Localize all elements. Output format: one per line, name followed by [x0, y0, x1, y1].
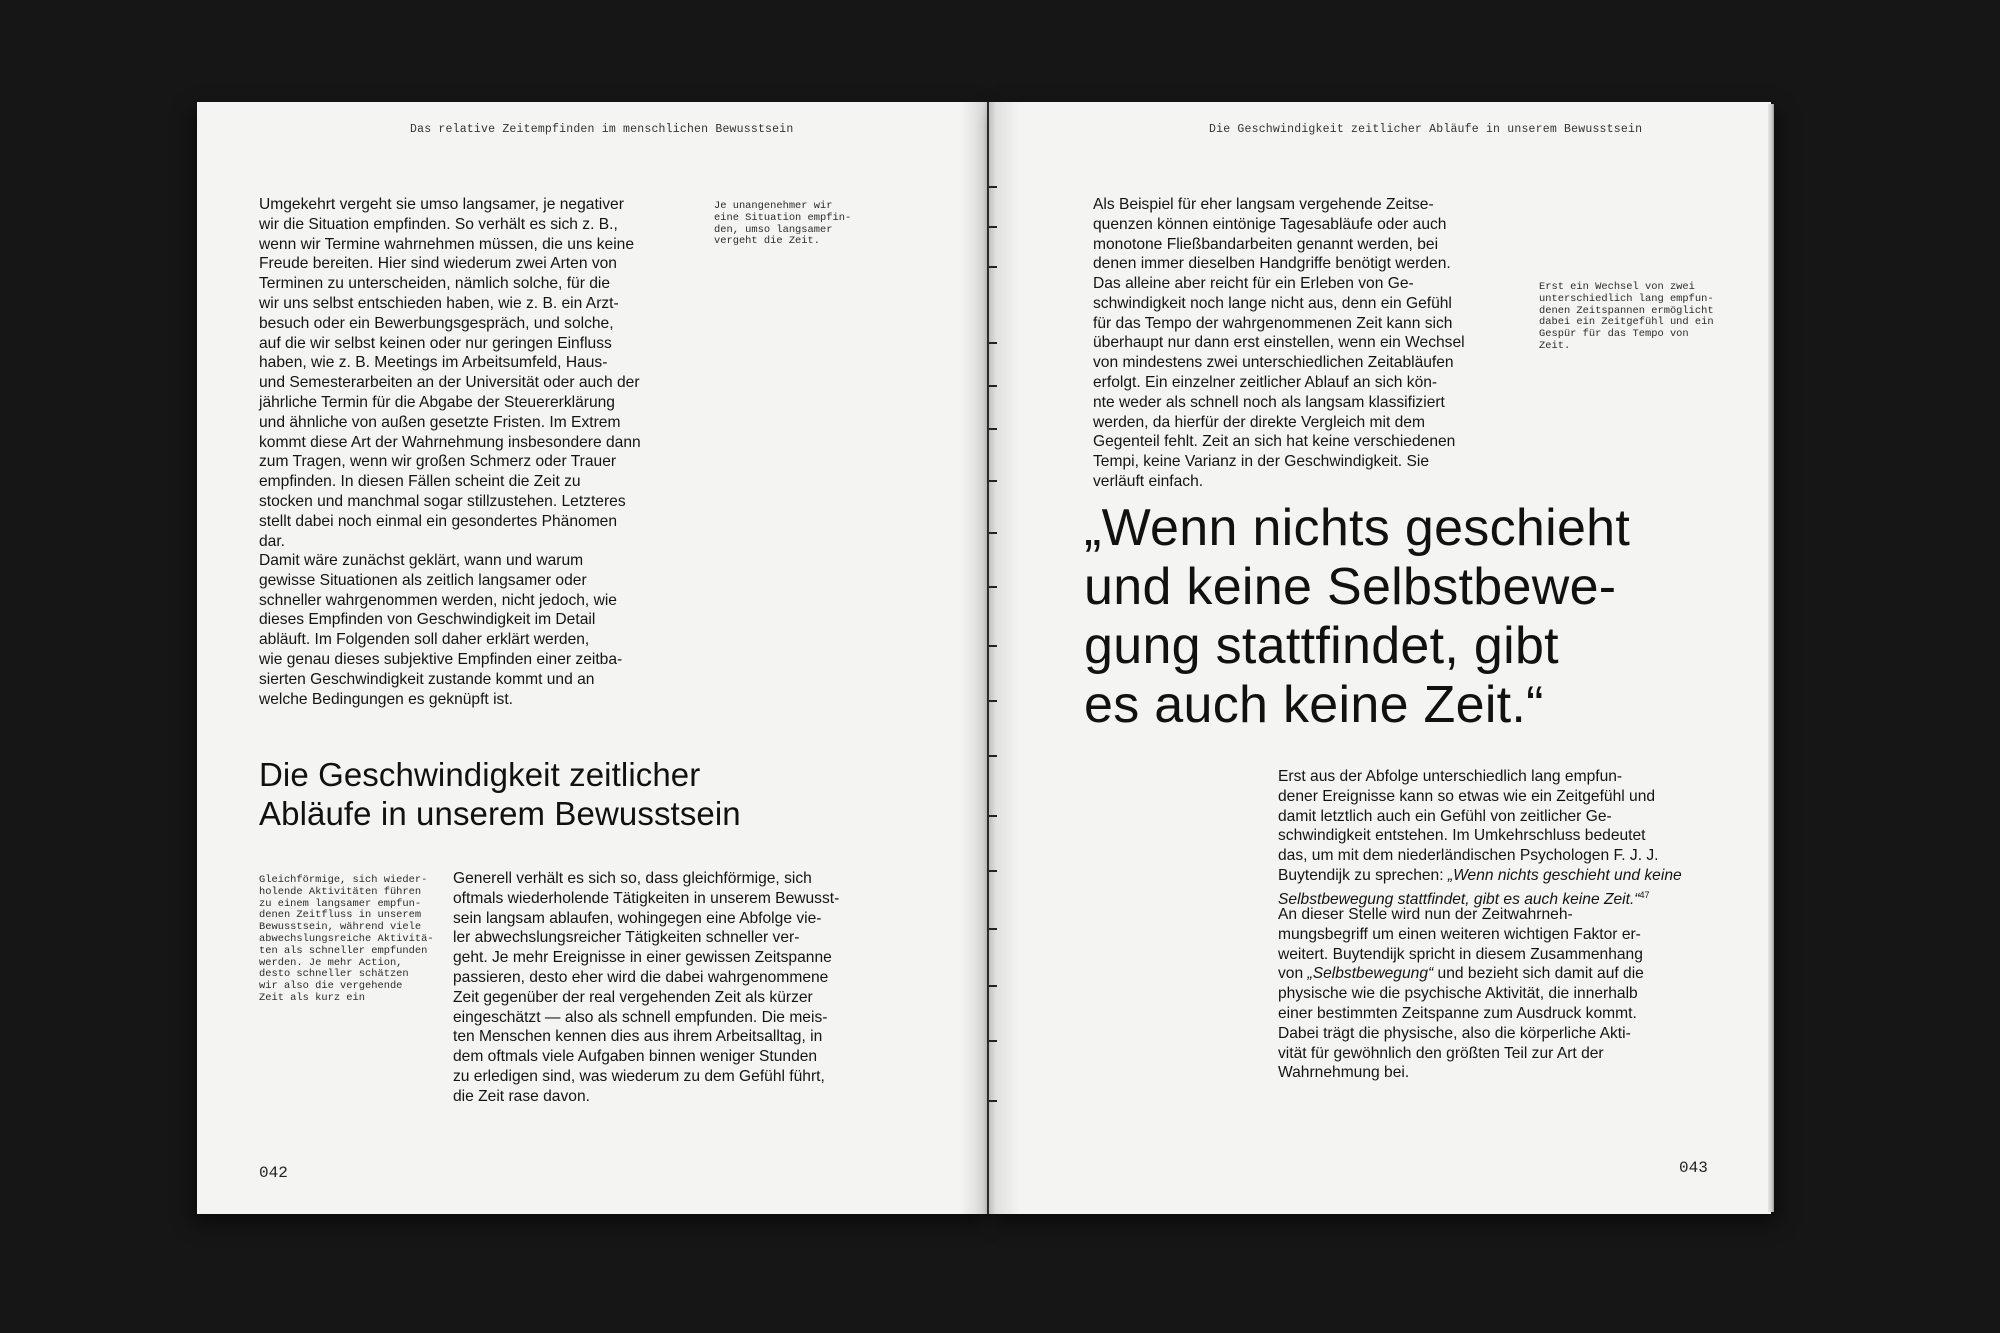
binding-tick: [989, 1040, 997, 1042]
right-body-a-quote: „Wenn nichts geschieht und keine Selbstbewegung stattfindet, gibt es auch keine Zeit.“: [1278, 866, 1682, 908]
left-body-paragraph: Generell verhält es sich so, dass gleichförmige, sich oftmals wiederholende Tätigkeiten in unserem Bewusst- sein langsam ablaufen, wohingegen eine Abfolge vie- ler abwechslungsreicher Tätigkeiten schneller ver- geht. Je mehr Ereignisse in einer gewissen Zeitspanne passieren, desto eher wird die dabei wahrgenommene Zeit gegenüber der real vergehenden Zeit als kürzer eingeschätzt — also als schnell empfunden. Die meis- ten Menschen kennen dies aus ihrem Arbeitsalltag, in dem oftmals viele Aufgaben binnen weniger Stunden zu erledigen sind, was wiederum zu dem Gefühl führt, die Zeit rase davon.: [453, 870, 840, 1105]
left-side-note-top: Je unangenehmer wir eine Situation empfin- den, umso langsamer vergeht die Zeit.: [714, 200, 852, 248]
binding-tick: [989, 928, 997, 930]
right-body-a-text: Erst aus der Abfolge unterschiedlich lang empfun- dener Ereignisse kann so etwas wie ein Zeitgefühl und damit letztlich auch ein Gefühl von zeitlicher Ge- schwindigkeit entstehen. Im Umkehrschluss bedeutet das, um mit dem niederländischen Psychologen F. J. J. Buytendijk zu sprechen:: [1278, 768, 1659, 884]
right-body-paragraph-a: [1278, 767, 1728, 910]
binding-tick: [989, 1100, 997, 1102]
binding-tick: [989, 186, 997, 188]
right-body-b-italic: „Selbstbewegung“: [1307, 965, 1434, 983]
left-page-number: 042: [259, 1164, 288, 1182]
binding-tick: [989, 428, 997, 430]
page-stack-edge: [1768, 104, 1774, 1212]
binding-tick: [989, 586, 997, 588]
left-intro-paragraph: Umgekehrt vergeht sie umso langsamer, je negativer wir die Situation empfinden. So verhält es sich z. B., wenn wir Termine wahrnehmen müssen, die uns keine Freude bereiten. Hier sind wiederum zwei Arten von Terminen zu unterscheiden, nämlich solche, für die wir uns selbst entschieden haben, wie z. B. ein Arzt- besuch oder ein Bewerbungsgespräch, und solche, auf die wir selbst keinen oder nur geringen Einfluss haben, wie z. B. Meetings im Arbeitsumfeld, Haus- und Semesterarbeiten an der Universität oder auch der jährliche Termin für die Abgabe der Steuererklärung und ähnliche von außen gesetzte Fristen. Im Extrem kommt diese Art der Wahrnehmung insbesondere dann zum Tragen, wenn wir großen Schmerz oder Trauer empfinden. In diesen Fällen scheint die Zeit zu stocken und manchmal sogar stillzustehen. Letzteres stellt dabei noch einmal ein gesondertes Phänomen dar.: [259, 196, 641, 550]
left-intro-paragraph-2: Damit wäre zunächst geklärt, wann und warum gewisse Situationen als zeitlich langsamer oder schneller wahrgenommen werden, nicht jedoch, wie dieses Empfinden von Geschwindigkeit im Detail abläuft. Im Folgenden soll daher erklärt werden, wie genau dieses subjektive Empfinden einer zeitba- sierten Geschwindigkeit zustande kommt und an welche Bedingungen es geknüpft ist.: [259, 552, 623, 708]
right-body-b-text-1: An dieser Stelle wird nun der Zeitwahrneh- mungsbegriff um einen weiteren wichtigen Faktor er- weitert. Buytendijk spricht in diesem Zusammenhang von: [1278, 906, 1643, 983]
binding-tick: [989, 266, 997, 268]
binding-tick: [989, 870, 997, 872]
binding-tick: [989, 700, 997, 702]
section-heading: Die Geschwindigkeit zeitlicher Abläufe in unserem Bewusstsein: [259, 756, 741, 832]
binding-tick: [989, 645, 997, 647]
left-running-head: Das relative Zeitempfinden im menschlichen Bewusstsein: [410, 123, 794, 136]
binding-tick: [989, 226, 997, 228]
left-side-note-bottom: Gleichförmige, sich wieder- holende Aktivitäten führen zu einem langsamer empfun- denen Zeitfluss in unserem Bewusstsein, während viele abwechslungsreiche Aktivitä- ten als schneller empfunden werden. Je mehr Action, desto schneller schätzen wir also die vergehende Zeit als kurz ein: [259, 874, 434, 1004]
binding-tick: [989, 532, 997, 534]
binding-tick: [989, 385, 997, 387]
right-intro-paragraph-2: Das alleine aber reicht für ein Erleben von Ge- schwindigkeit noch lange nicht aus, denn ein Gefühl für das Tempo der wahrgenommenen Zeit kann sich überhaupt nur dann erst einstellen, wenn ein Wechsel von mindestens zwei unterschiedlichen Zeitabläufen erfolgt. Ein einzelner zeitlicher Ablauf an sich kön- nte weder als schnell noch als langsam klassifiziert werden, da hierfür der direkte Vergleich mit dem Gegenteil fehlt. Zeit an sich hat keine verschiedenen Tempi, keine Varianz in der Geschwindigkeit. Sie verläuft einfach.: [1093, 275, 1465, 490]
spine-line: [987, 102, 989, 1214]
binding-tick: [989, 480, 997, 482]
footnote-reference: 47: [1639, 889, 1650, 900]
right-page-number: 043: [1679, 1159, 1708, 1177]
pull-quote: „Wenn nichts geschieht und keine Selbstbewe- gung stattfindet, gibt es auch keine Zeit.“: [1084, 499, 1631, 734]
right-intro-paragraph: Als Beispiel für eher langsam vergehende Zeitse- quenzen können eintönige Tagesabläufe oder auch monotone Fließbandarbeiten genannt werden, bei denen immer dieselben Handgriffe benötigt werden.: [1093, 196, 1451, 273]
binding-tick: [989, 815, 997, 817]
right-side-note: Erst ein Wechsel von zwei unterschiedlich lang empfun- denen Zeitspannen ermöglicht dabei ein Zeitgefühl und ein Gespür für das Tempo von Zeit.: [1539, 281, 1714, 352]
right-body-paragraph-b: [1278, 905, 1728, 1083]
binding-tick: [989, 342, 997, 344]
binding-tick: [989, 985, 997, 987]
binding-tick: [989, 755, 997, 757]
right-body-b-text-2: und bezieht sich damit auf die physische wie die psychische Aktivität, die innerhalb einer bestimmten Zeitspanne zum Ausdruck kommt. Dabei trägt die physische, also die körperliche Akti- vität für gewöhnlich den größten Teil zur Art der Wahrnehmung bei.: [1278, 965, 1644, 1082]
right-running-head: Die Geschwindigkeit zeitlicher Abläufe in unserem Bewusstsein: [1209, 123, 1643, 136]
